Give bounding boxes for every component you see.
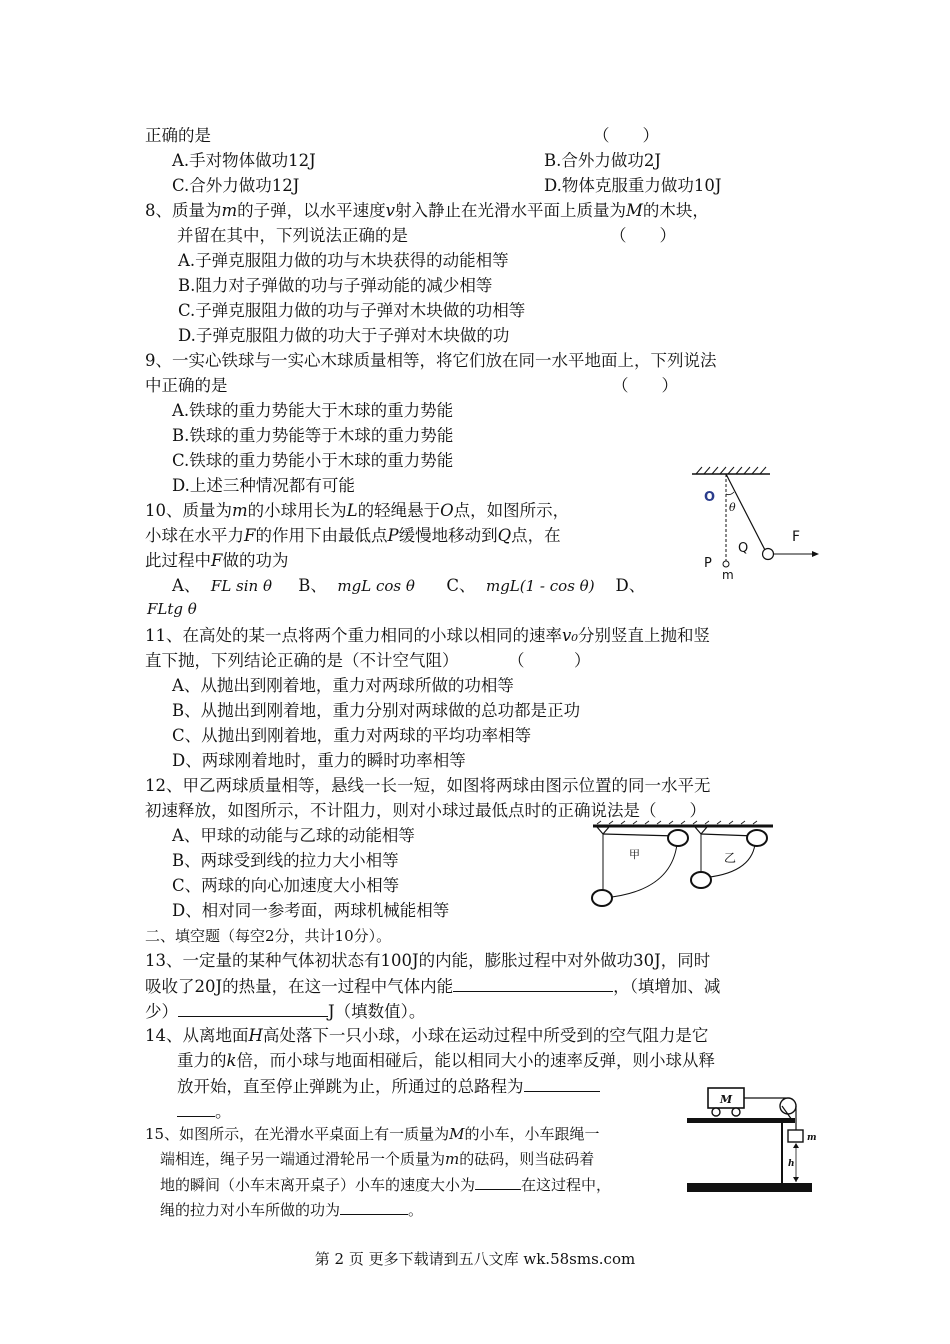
q13-stem-line1: 13、一定量的某种气体初状态有100J的内能，膨胀过程中对外做功30J，同时 [145, 951, 711, 970]
q10-pendulum-figure [688, 466, 828, 584]
label-jia: 甲 [629, 848, 640, 861]
q7-option-b: B.合外力做功2J [544, 151, 661, 170]
ceiling-hatch [696, 467, 766, 474]
angle-arc [726, 492, 734, 495]
q13-stem-line2: 吸收了20J的热量，在这一过程中气体内能 ，（填增加、减 [145, 977, 721, 996]
q12-two-pendulums-figure [585, 820, 780, 912]
section-fill-in-title: 二、填空题（每空2分，共计10分）。 [145, 927, 392, 945]
pivot-jia [597, 827, 609, 834]
q10-stem-line1: 10、质量为m的小球用长为L的轻绳悬于O点，如图所示， [145, 501, 570, 520]
ground [687, 1183, 812, 1192]
q9-stem-line1: 9、一实心铁球与一实心木球质量相等，将它们放在同一水平地面上，下列说法 [145, 351, 717, 370]
q9-stem-line2: 中正确的是 [145, 376, 228, 395]
q8-option-a: A.子弹克服阻力做的功与木块获得的动能相等 [178, 251, 509, 270]
q9-option-a: A.铁球的重力势能大于木球的重力势能 [172, 401, 454, 420]
q11-option-d: D、两球刚着地时，重力的瞬时功率相等 [172, 751, 466, 770]
q13-stem-line3: 少） J（填数值）。 [145, 1002, 426, 1021]
q7-option-c: C.合外力做功12J [172, 176, 300, 195]
table-top [687, 1118, 795, 1123]
q10-options: A、 FL sin θ B、 mgL cos θ C、 mgL(1 - cos θ) D、 [172, 576, 646, 595]
q7-option-d: D.物体克服重力做功10J [544, 176, 722, 195]
q15-cart-pulley-figure [686, 1080, 817, 1194]
cart-wheel-right [732, 1108, 740, 1116]
pivot-yi [695, 827, 707, 834]
q15-blank-1[interactable] [475, 1173, 521, 1190]
height-arrow-down [793, 1177, 799, 1182]
page-footer: 第 2 页 更多下载请到五八文库 wk.58sms.com [314, 1250, 636, 1268]
q15-stem-line2: 端相连，绳子另一端通过滑轮吊一个质量为m的砝码，则当砝码着 [160, 1150, 595, 1168]
q10-option-d-expr: FLtg θ [147, 600, 197, 618]
height-arrow-up [793, 1143, 799, 1148]
arc-jia [603, 844, 677, 898]
weight-block [788, 1130, 803, 1142]
q10-stem-line3: 此过程中F做的功为 [145, 551, 289, 570]
q8-option-b: B.阻力对子弹做的功与子弹动能的减少相等 [178, 276, 493, 295]
q8-stem-line2: 并留在其中，下列说法正确的是 [177, 226, 408, 245]
q12-stem-line1: 12、甲乙两球质量相等，悬线一长一短，如图将两球由图示位置的同一水平无 [145, 776, 711, 795]
q11-option-b: B、从抛出到刚着地，重力分别对两球做的总功都是正功 [172, 701, 581, 720]
q9-option-c: C.铁球的重力势能小于木球的重力势能 [172, 451, 454, 470]
q9-answer-paren: （ ） [612, 376, 678, 395]
point-p-ball [723, 561, 729, 567]
q14-stem-line3: 放开始，直至停止弹跳为止，所通过的总路程为 [177, 1075, 600, 1098]
label-m: m [722, 568, 734, 582]
ball-yi-start [747, 830, 767, 846]
ball-jia-bottom [592, 890, 612, 906]
q11-stem-line2: 直下抛，下列结论正确的是（不计空气阻） [145, 651, 459, 670]
q14-stem-line4: 。 [177, 1100, 232, 1123]
q8-option-d: D.子弹克服阻力做的功大于子弹对木块做的功 [178, 326, 510, 345]
q15-stem-line3: 地的瞬间（小车末离开桌子）小车的速度大小为 在这过程中， [160, 1173, 611, 1196]
label-p: P [704, 556, 712, 571]
q15-blank-2[interactable] [340, 1198, 408, 1215]
q11-option-a: A、从抛出到刚着地，重力对两球所做的功相等 [172, 676, 514, 695]
ceiling-hatch [597, 821, 757, 824]
ball-jia-start [668, 830, 688, 846]
ball-q [763, 549, 774, 560]
q7-stem-tail: 正确的是 [145, 126, 211, 145]
q14-blank-part2[interactable] [177, 1100, 215, 1117]
q13-blank-1[interactable] [453, 975, 613, 992]
label-cart-m: M [720, 1093, 733, 1106]
label-o: O [704, 490, 716, 505]
q12-option-c: C、两球的向心加速度大小相等 [172, 876, 400, 895]
q9-option-b: B.铁球的重力势能等于木球的重力势能 [172, 426, 454, 445]
q15-stem-line4: 绳的拉力对小车所做的功为 。 [160, 1198, 423, 1221]
q15-stem-line1: 15、如图所示，在光滑水平桌面上有一质量为M的小车，小车跟绳一 [145, 1125, 600, 1143]
q9-option-d: D.上述三种情况都有可能 [172, 476, 355, 495]
label-h: h [788, 1159, 795, 1169]
q14-stem-line2: 重力的k倍，而小球与地面相碰后，能以相同大小的速率反弹，则小球从释 [177, 1051, 715, 1070]
q12-option-a: A、甲球的动能与乙球的动能相等 [172, 826, 415, 845]
q7-option-a: A.手对物体做功12J [172, 151, 316, 170]
q12-option-d: D、相对同一参考面，两球机械能相等 [172, 901, 450, 920]
q8-stem-line1: 8、质量为m的子弹，以水平速度v射入静止在光滑水平面上质量为M的木块， [145, 201, 709, 220]
label-q: Q [738, 541, 749, 556]
string-jia [603, 834, 677, 836]
q13-blank-2[interactable] [178, 1000, 328, 1017]
q14-stem-line1: 14、从离地面H高处落下一只小球，小球在运动过程中所受到的空气阻力是它 [145, 1026, 709, 1045]
q12-stem-line2: 初速释放，如图所示，不计阻力，则对小球过最低点时的正确说法是（ ） [145, 801, 706, 820]
label-weight-m: m [807, 1133, 817, 1143]
q7-answer-paren: （ ） [593, 126, 659, 145]
label-yi: 乙 [724, 851, 737, 865]
q11-stem-line1: 11、在高处的某一点将两个重力相同的小球以相同的速率v₀分别竖直上抛和竖 [145, 626, 710, 645]
q10-stem-line2: 小球在水平力F的作用下由最低点P缓慢地移动到Q点，在 [145, 526, 561, 545]
label-theta: θ [729, 501, 736, 514]
force-arrow-head [812, 551, 819, 557]
ball-yi-bottom [691, 872, 711, 888]
q12-option-b: B、两球受到线的拉力大小相等 [172, 851, 399, 870]
q11-answer-paren: （ ） [508, 651, 591, 670]
q14-blank-part1[interactable] [524, 1075, 600, 1092]
q8-answer-paren: （ ） [610, 226, 676, 245]
q11-option-c: C、从抛出到刚着地，重力对两球的平均功率相等 [172, 726, 532, 745]
q8-option-c: C.子弹克服阻力做的功与子弹对木块做的功相等 [178, 301, 526, 320]
label-f: F [792, 529, 801, 545]
cart-wheel-left [712, 1108, 720, 1116]
